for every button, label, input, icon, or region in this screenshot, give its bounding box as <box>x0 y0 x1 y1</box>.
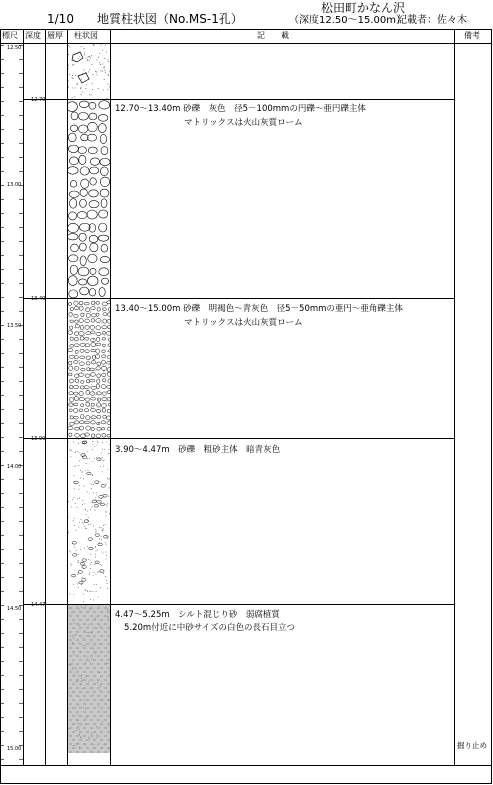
remarks-column-header: 備考 <box>464 31 480 40</box>
layer-description: 12.70～13.40m 砂礫 灰色 径5－100mmの円礫～亜円礫主体 <box>115 104 366 114</box>
document-title: 地質柱状図（No.MS-1孔） <box>97 12 243 26</box>
depth-label: 13.40 <box>31 296 46 302</box>
small-gravel-pattern <box>68 300 114 438</box>
layer-description: 3.90～4.47m 砂礫 粗砂主体 暗青灰色 <box>115 445 281 455</box>
thickness-column-header: 層厚 <box>47 31 63 40</box>
column-diagram-header: 柱状図 <box>74 31 98 40</box>
layer-description: マトリックスは火山灰質ローム <box>184 118 303 128</box>
depth-label: 13.90 <box>31 436 46 442</box>
depth-range-text: （深度12.50～15.00m） <box>289 15 406 26</box>
depth-label: 14.47 <box>31 602 46 608</box>
layer-description: 5.20m付近に中砂サイズの白色の長石目立つ <box>124 623 296 633</box>
scale-text: 1/10 <box>47 12 74 26</box>
layer-description: 4.47～5.25m シルト混じり砂 弱腐植質 <box>115 610 280 620</box>
scale-label: 12.50 <box>7 45 22 51</box>
scale-column-header: 標尺 <box>2 31 18 40</box>
description-column-header: 記 載 <box>257 31 289 40</box>
layer-description: マトリックスは火山灰質ローム <box>184 318 303 328</box>
silt-sand-pattern <box>68 605 111 753</box>
recorder-text: 記載者：佐々木 <box>397 15 467 26</box>
location-text: 松田町かなん沢 <box>321 1 406 15</box>
end-of-boring-remark: 掘り止め <box>457 741 487 750</box>
scale-label: 13.50 <box>7 323 22 329</box>
sand-pattern <box>68 44 111 99</box>
depth-label: 12.70 <box>31 97 46 103</box>
large-gravel-pattern <box>67 101 111 298</box>
scale-label: 13.00 <box>7 182 22 188</box>
coarse-sand-pattern <box>68 439 111 602</box>
depth-column-header: 深度 <box>25 31 41 40</box>
scale-label: 15.00 <box>7 746 22 752</box>
scale-label: 14.00 <box>7 464 22 470</box>
scale-label: 14.50 <box>7 606 22 612</box>
layer-description: 13.40～15.00m 砂礫 明褐色～青灰色 径5－50mmの亜円～亜角礫主体 <box>115 304 403 314</box>
